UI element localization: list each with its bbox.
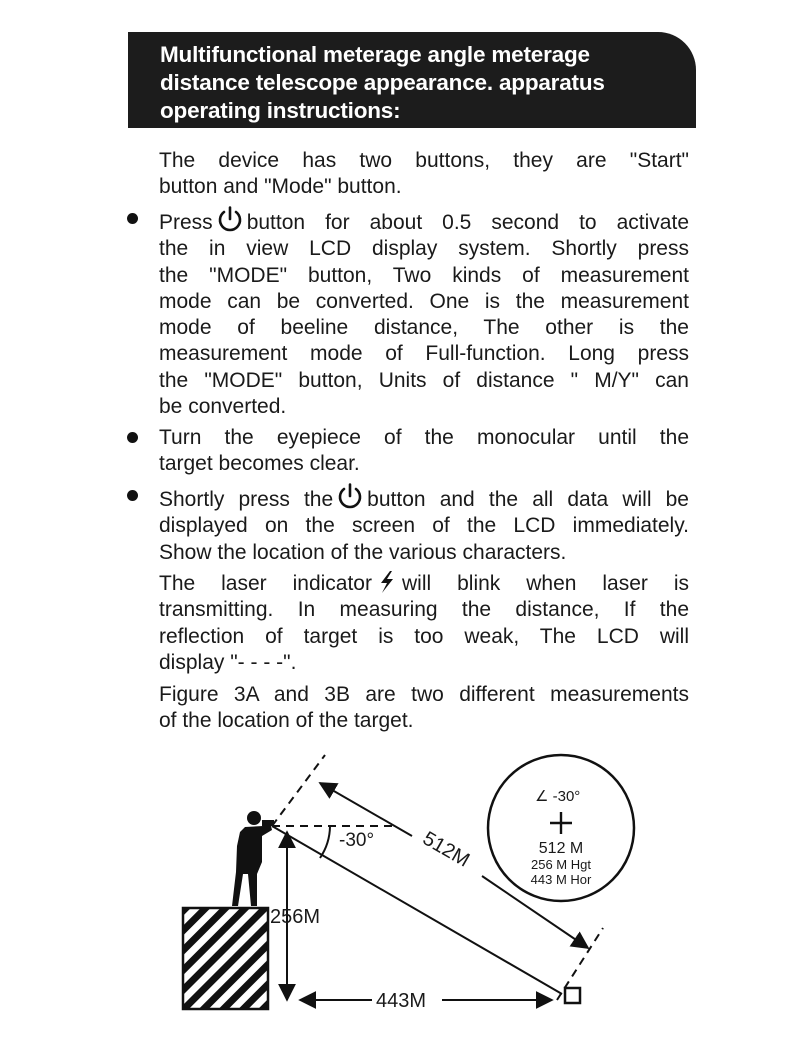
building-block bbox=[183, 908, 268, 1009]
laser-indicator-icon bbox=[378, 570, 396, 594]
text-line: display "- - - -". bbox=[159, 650, 297, 674]
bullet-paragraph-power bbox=[159, 206, 689, 420]
bullet-paragraph-display bbox=[159, 483, 689, 566]
angle-arc bbox=[320, 826, 330, 858]
text-fragment: Shortly press the bbox=[159, 488, 334, 511]
height-label: 256M bbox=[270, 906, 321, 928]
text-line: the "MODE" button, Two kinds of measurement bbox=[159, 263, 689, 287]
header-line: operating instructions: bbox=[160, 98, 401, 123]
power-icon bbox=[215, 206, 245, 234]
header-line: Multifunctional meterage angle meterage bbox=[160, 42, 590, 67]
text-line: mode can be converted. One is the measurement bbox=[159, 289, 689, 313]
text-line: measurement mode of Full-function. Long press bbox=[159, 342, 689, 366]
bullet-paragraph-eyepiece bbox=[159, 425, 689, 478]
target-marker bbox=[565, 988, 580, 1003]
text-fragment: button for about 0.5 second to activate bbox=[246, 211, 689, 234]
distance-arrow bbox=[320, 783, 412, 836]
text-line: displayed on the screen of the LCD immediately. bbox=[159, 514, 689, 538]
lcd-distance-readout: 512 M bbox=[538, 840, 584, 857]
text-line: of the location of the target. bbox=[159, 709, 414, 733]
angle-label: -30° bbox=[339, 830, 375, 851]
lcd-horizontal-readout: 443 M Hor bbox=[530, 872, 592, 887]
sight-dashed-line bbox=[272, 755, 325, 826]
text-line: button and "Mode" button. bbox=[159, 175, 402, 199]
text-line: reflection of target is too weak, The LCD will bbox=[159, 624, 689, 648]
text-fragment: Press bbox=[159, 211, 213, 234]
text-line bbox=[159, 570, 689, 597]
horizontal-label: 443M bbox=[376, 990, 427, 1012]
distance-label: 512M bbox=[418, 827, 474, 872]
measurement-diagram bbox=[0, 745, 800, 1038]
text-line: mode of beeline distance, The other is the bbox=[159, 316, 689, 340]
bullet-dot bbox=[127, 490, 138, 501]
text-line: transmitting. In measuring the distance, If the bbox=[159, 598, 689, 622]
text-line: be converted. bbox=[159, 395, 287, 419]
figure-paragraph bbox=[159, 682, 689, 735]
text-line: target becomes clear. bbox=[159, 452, 360, 476]
lcd-height-readout: 256 M Hgt bbox=[531, 857, 591, 872]
text-fragment: will blink when laser is bbox=[401, 572, 690, 595]
text-line: Show the location of the various characters. bbox=[159, 540, 567, 564]
observer-figure bbox=[232, 811, 274, 906]
text-line: the in view LCD display system. Shortly press bbox=[159, 237, 689, 261]
intro-paragraph bbox=[159, 148, 689, 201]
text-line bbox=[159, 206, 689, 236]
header-banner bbox=[128, 32, 696, 128]
lcd-angle-readout: ∠ -30° bbox=[535, 788, 581, 805]
laser-paragraph bbox=[159, 570, 689, 676]
text-line bbox=[159, 483, 689, 513]
header-line: distance telescope appearance. apparatus bbox=[160, 70, 605, 95]
text-line: the "MODE" button, Units of distance " M/Y" can bbox=[159, 368, 689, 392]
text-fragment: The laser indicator bbox=[159, 572, 372, 595]
power-icon bbox=[335, 483, 365, 511]
bullet-dot bbox=[127, 213, 138, 224]
text-line: Figure 3A and 3B are two different measurements bbox=[159, 683, 689, 706]
text-fragment: button and the all data will be bbox=[367, 488, 689, 511]
bullet-dot bbox=[127, 432, 138, 443]
text-line: The device has two buttons, they are "Start" bbox=[159, 149, 689, 172]
text-line: Turn the eyepiece of the monocular until the bbox=[159, 426, 689, 449]
